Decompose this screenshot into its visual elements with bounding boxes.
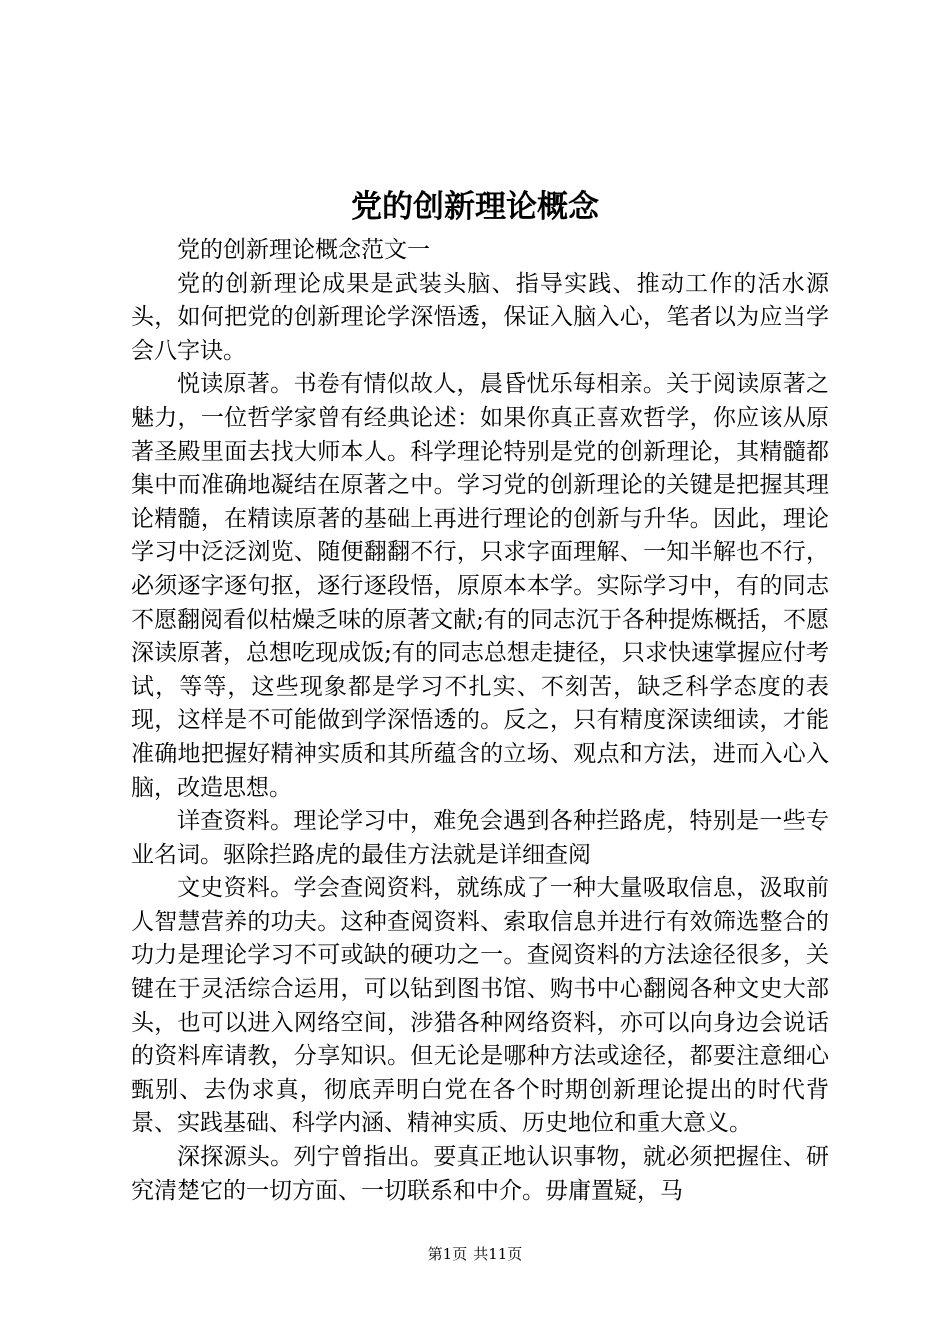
paragraph-check-materials: 详查资料。理论学习中，难免会遇到各种拦路虎，特别是一些专业名词。驱除拦路虎的最佳方法就是详细查阅 <box>131 808 829 868</box>
paragraph-read-originals: 悦读原著。书卷有情似故人，晨昏忧乐每相亲。关于阅读原著之魅力，一位哲学家曾有经典论述：如果你真正喜欢哲学，你应该从原著圣殿里面去找大师本人。科学理论特别是党的创新理论，其精髓都集中而准确地凝结在原著之中。学习党的创新理论的关键是把握其理论精髓，在精读原著的基础上再进行理论的创新与升华。因此，理论学习中泛泛浏览、随便翻翻不行，只求字面理解、一知半解也不行，必须逐字逐句抠，逐行逐段悟，原原本本学。实际学习中，有的同志不愿翻阅看似枯燥乏味的原著文献;有的同志沉于各种提炼概括，不愿深读原著，总想吃现成饭;有的同志总想走捷径，只求快速掌握应付考试，等等，这些现象都是学习不扎实、不刻苦，缺乏科学态度的表现，这样是不可能做到学深悟透的。反之，只有精度深读细读，才能准确地把握好精神实质和其所蕴含的立场、观点和方法，进而入心入脑，改造思想。 <box>131 371 829 801</box>
document-title: 党的创新理论概念 <box>351 189 599 225</box>
paragraph-explore-source: 深探源头。列宁曾指出。要真正地认识事物，就必须把握住、研究清楚它的一切方面、一切联系和中介。毋庸置疑，马 <box>131 1144 829 1204</box>
page-footer <box>0 1244 950 1264</box>
document-body <box>131 234 829 1208</box>
page-total: 共11页 <box>473 1245 523 1263</box>
paragraph-intro: 党的创新理论成果是武装头脑、指导实践、推动工作的活水源头，如何把党的创新理论学深悟透，保证入脑入心，笔者以为应当学会八字诀。 <box>131 270 829 364</box>
paragraph-literature-history: 文史资料。学会查阅资料，就练成了一种大量吸取信息，汲取前人智慧营养的功夫。这种查阅资料、索取信息并进行有效筛选整合的功力是理论学习不可或缺的硬功之一。查阅资料的方法途径很多，关键在于灵活综合运用，可以钻到图书馆、购书中心翻阅各种文史大部头，也可以进入网络空间，涉猎各种网络资料，亦可以向身边会说话的资料库请教，分享知识。但无论是哪种方法或途径，都要注意细心甄别、去伪求真，彻底弄明白党在各个时期创新理论提出的时代背景、实践基础、科学内涵、精神实质、历史地位和重大意义。 <box>131 875 829 1137</box>
paragraph-subtitle: 党的创新理论概念范文一 <box>177 237 430 263</box>
page-number: 第1页 <box>427 1245 468 1263</box>
